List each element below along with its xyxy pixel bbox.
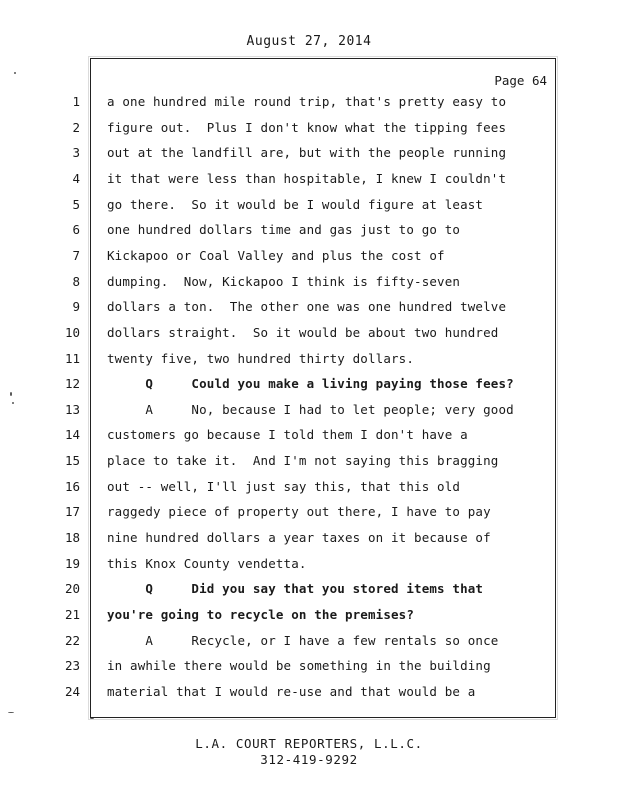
line-number: 4 [72, 171, 80, 186]
transcript-line-text: in awhile there would be something in the building [107, 658, 491, 673]
transcript-line-text: this Knox County vendetta. [107, 556, 307, 571]
line-number: 8 [72, 274, 80, 289]
transcript-line-text: twenty five, two hundred thirty dollars. [107, 351, 415, 366]
transcript-line-text: raggedy piece of property out there, I have to pay [107, 504, 491, 519]
transcript-line-text: Kickapoo or Coal Valley and plus the cost of [107, 248, 445, 263]
line-number: 6 [72, 222, 80, 237]
line-number: 5 [72, 197, 80, 212]
transcript-line-text: dollars a ton. The other one was one hundred twelve [107, 299, 507, 314]
page-number-label: Page 64 [494, 73, 547, 88]
transcript-line-text: customers go because I told them I don't have a [107, 427, 468, 442]
line-number: 22 [64, 633, 80, 648]
line-number: 12 [64, 376, 80, 391]
line-number: 7 [72, 248, 80, 263]
line-number: 11 [64, 351, 80, 366]
transcript-line-text: go there. So it would be I would figure at least [107, 197, 484, 212]
line-number: 10 [64, 325, 80, 340]
transcript-line-text: dumping. Now, Kickapoo I think is fifty-seven [107, 274, 461, 289]
transcript-line-text: A No, because I had to let people; very good [107, 402, 514, 417]
line-number: 19 [64, 556, 80, 571]
line-number: 23 [64, 658, 80, 673]
line-number: 20 [64, 581, 80, 596]
line-number: 18 [64, 530, 80, 545]
footer-company: L.A. COURT REPORTERS, L.L.C. [195, 736, 423, 751]
transcript-line-text: Q Did you say that you stored items that [107, 581, 484, 596]
transcript-line-text: one hundred dollars time and gas just to go to [107, 222, 461, 237]
footer-phone: 312-419-9292 [260, 752, 358, 767]
transcript-line-text: out -- well, I'll just say this, that this old [107, 479, 461, 494]
line-number: 9 [72, 299, 80, 314]
transcript-line-text: out at the landfill are, but with the people running [107, 145, 507, 160]
transcript-line-text: you're going to recycle on the premises? [107, 607, 415, 622]
line-number: 13 [64, 402, 80, 417]
transcript-line-text: place to take it. And I'm not saying this bragging [107, 453, 499, 468]
transcript-line-text: a one hundred mile round trip, that's pretty easy to [107, 94, 507, 109]
transcript-line-text: dollars straight. So it would be about two hundred [107, 325, 499, 340]
transcript-line-text: figure out. Plus I don't know what the tipping fees [107, 120, 507, 135]
line-number: 24 [64, 684, 80, 699]
page-header-date: August 27, 2014 [246, 34, 372, 49]
transcript-line-text: material that I would re-use and that would be a [107, 684, 476, 699]
scan-speck [12, 402, 14, 404]
scan-speck [14, 72, 16, 74]
transcript-line-text: it that were less than hospitable, I knew I couldn't [107, 171, 507, 186]
line-number: 14 [64, 427, 80, 442]
line-number: 17 [64, 504, 80, 519]
line-number: 15 [64, 453, 80, 468]
line-number: 1 [72, 94, 80, 109]
scan-speck [8, 712, 14, 713]
scan-speck [10, 392, 12, 396]
line-number: 16 [64, 479, 80, 494]
line-number: 21 [64, 607, 80, 622]
transcript-line-text: A Recycle, or I have a few rentals so once [107, 633, 499, 648]
line-number: 3 [72, 145, 80, 160]
line-number: 2 [72, 120, 80, 135]
scan-speck [90, 718, 94, 719]
transcript-line-text: nine hundred dollars a year taxes on it because of [107, 530, 491, 545]
transcript-line-text: Q Could you make a living paying those fees? [107, 376, 514, 391]
